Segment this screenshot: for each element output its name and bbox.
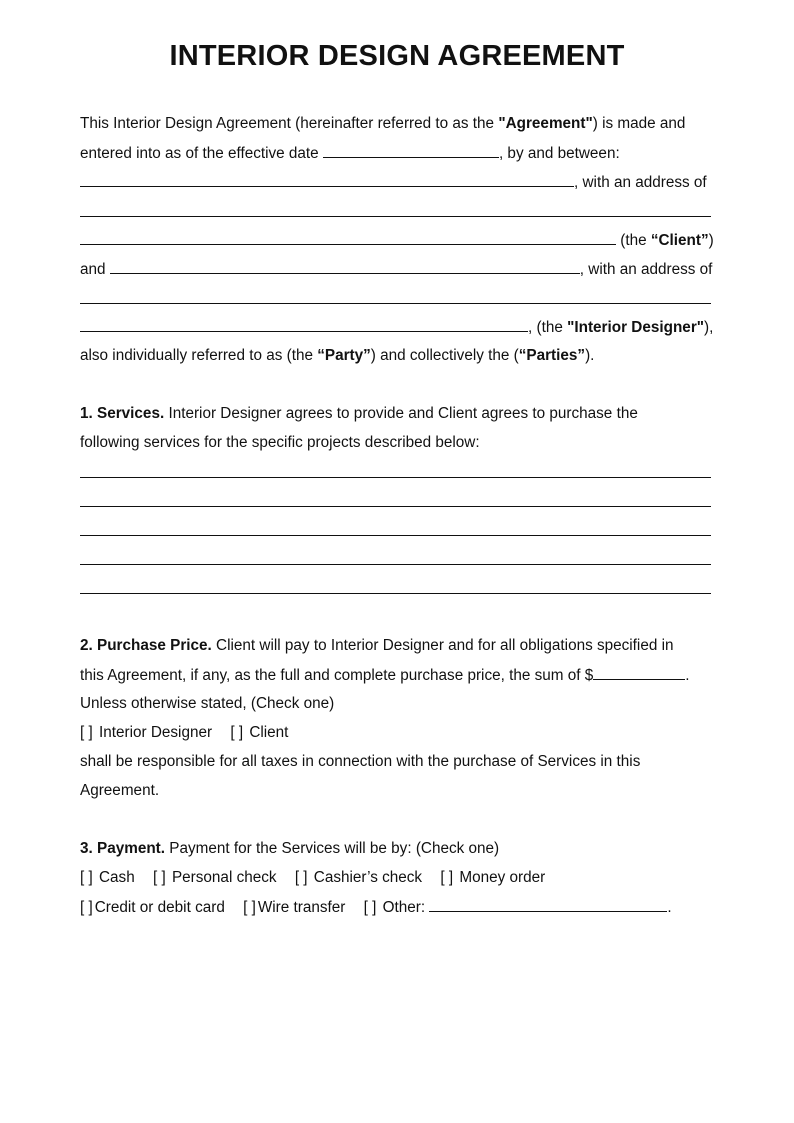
price-line-2 <box>80 665 720 686</box>
services-description-line-1[interactable] <box>80 477 711 478</box>
intro-text: , (the <box>528 319 568 336</box>
payment-options-row-1 <box>80 868 720 888</box>
payment-options-row-2 <box>80 897 720 918</box>
designer-term: "Interior Designer" <box>567 319 705 336</box>
option-label: Money order <box>455 869 546 886</box>
checkbox[interactable]: [ ] <box>294 869 308 886</box>
price-line-5 <box>80 752 720 772</box>
tax-option-client[interactable] <box>230 723 288 743</box>
option-label: Cash <box>94 869 135 886</box>
price-heading: 2. Purchase Price. <box>80 637 212 654</box>
price-line-6 <box>80 781 720 801</box>
intro-text: also individually referred to as (the <box>80 347 318 364</box>
checkbox[interactable]: [ ] <box>80 899 93 916</box>
checkbox[interactable]: [ ] <box>440 869 454 886</box>
price-line-3 <box>80 694 720 714</box>
intro-line-9 <box>80 346 720 366</box>
payment-option-wire[interactable] <box>243 898 345 918</box>
intro-line-3 <box>80 172 720 193</box>
price-text: . <box>685 667 690 684</box>
services-text: Interior Designer agrees to provide and Client agrees to purchase the <box>164 405 638 422</box>
payment-heading: 3. Payment. <box>80 840 166 857</box>
price-text: Client will pay to Interior Designer and for all obligations specified in <box>211 637 674 654</box>
payment-option-cashiers-check[interactable] <box>295 868 422 888</box>
payment-text: Payment for the Services will be by: (Check one) <box>165 840 500 857</box>
checkbox[interactable]: [ ] <box>230 724 244 741</box>
intro-text: ) and collectively the ( <box>370 347 519 364</box>
intro-text: , with an address of <box>579 261 713 278</box>
checkbox[interactable]: [ ] <box>243 899 256 916</box>
payment-option-money-order[interactable] <box>440 868 545 888</box>
services-description-line-5[interactable] <box>80 593 711 594</box>
price-text: this Agreement, if any, as the full and complete purchase price, the sum of $ <box>80 667 594 684</box>
price-line-1 <box>80 636 720 656</box>
intro-text: This Interior Design Agreement (hereinafter referred to as the <box>80 115 499 132</box>
intro-text: entered into as of the effective date <box>80 145 323 162</box>
checkbox[interactable]: [ ] <box>80 724 93 741</box>
payment-option-personal-check[interactable] <box>153 868 277 888</box>
tax-option-designer[interactable] <box>80 723 212 743</box>
option-label: Interior Designer <box>94 724 213 741</box>
checkbox[interactable]: [ ] <box>363 899 377 916</box>
price-text: Agreement. <box>80 782 160 799</box>
services-line-1 <box>80 404 720 424</box>
option-label: Other: <box>378 899 430 916</box>
intro-text: , with an address of <box>574 174 707 191</box>
intro-line-8 <box>80 317 720 338</box>
services-description-line-2[interactable] <box>80 506 711 507</box>
checkbox[interactable]: [ ] <box>152 869 166 886</box>
agreement-term: "Agreement" <box>498 115 593 132</box>
client-name-field[interactable] <box>80 172 574 187</box>
payment-option-other[interactable] <box>364 899 672 916</box>
intro-text: ) <box>708 232 714 249</box>
other-payment-field[interactable] <box>429 897 667 912</box>
price-text: shall be responsible for all taxes in connection with the purchase of Services in this <box>80 753 641 770</box>
intro-line-1 <box>80 114 720 134</box>
option-label: Personal check <box>167 869 277 886</box>
client-address-field-1[interactable] <box>80 216 711 217</box>
intro-text: and <box>80 261 110 278</box>
intro-line-5 <box>80 230 720 251</box>
services-line-2 <box>80 433 720 453</box>
intro-text: ) is made and <box>592 115 686 132</box>
intro-line-2 <box>80 143 720 164</box>
intro-text: ), <box>704 319 714 336</box>
option-label: Cashier’s check <box>309 869 423 886</box>
tax-options <box>80 723 720 743</box>
intro-text: , by and between: <box>498 145 620 162</box>
parties-term: “Parties” <box>518 347 586 364</box>
payment-line-1 <box>80 839 720 859</box>
checkbox[interactable]: [ ] <box>80 869 93 886</box>
designer-name-field[interactable] <box>110 259 580 274</box>
intro-line-6 <box>80 259 720 280</box>
option-label: Wire transfer <box>257 899 346 916</box>
option-label: Client <box>245 724 289 741</box>
intro-text: ). <box>585 347 595 364</box>
designer-address-field-2[interactable] <box>80 317 528 332</box>
payment-option-cash[interactable] <box>80 868 135 888</box>
services-description-line-3[interactable] <box>80 535 711 536</box>
payment-text: . <box>667 899 672 916</box>
payment-option-card[interactable] <box>80 898 225 918</box>
effective-date-field[interactable] <box>323 143 499 158</box>
document-title: INTERIOR DESIGN AGREEMENT <box>169 40 625 72</box>
option-label: Credit or debit card <box>94 899 225 916</box>
client-term: “Client” <box>650 232 709 249</box>
intro-text: (the <box>616 232 651 249</box>
services-text: following services for the specific projects described below: <box>80 434 480 451</box>
services-heading: 1. Services. <box>80 405 165 422</box>
client-address-field-2[interactable] <box>80 230 616 245</box>
designer-address-field-1[interactable] <box>80 303 711 304</box>
price-text: Unless otherwise stated, (Check one) <box>80 695 335 712</box>
services-description-line-4[interactable] <box>80 564 711 565</box>
purchase-price-field[interactable] <box>593 665 685 680</box>
party-term: “Party” <box>317 347 371 364</box>
